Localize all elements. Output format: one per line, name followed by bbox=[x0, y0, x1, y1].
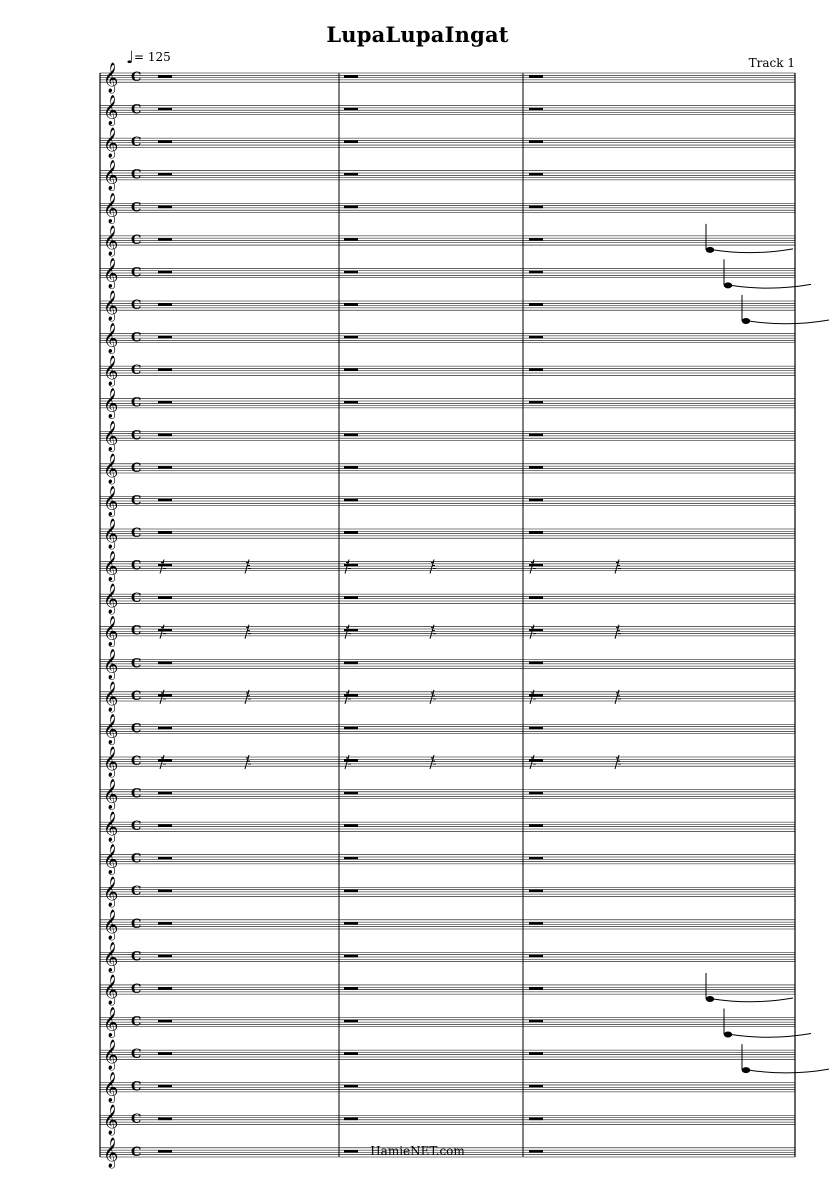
treble-clef-icon: 𝄞 bbox=[103, 844, 119, 875]
treble-clef-icon: 𝄞 bbox=[103, 584, 119, 615]
whole-rest bbox=[529, 1052, 543, 1055]
staff bbox=[100, 95, 795, 127]
treble-clef-icon: 𝄞 bbox=[103, 1040, 119, 1071]
whole-rest bbox=[529, 596, 543, 599]
note-head bbox=[706, 996, 714, 1002]
whole-rest bbox=[529, 857, 543, 860]
time-signature: C bbox=[131, 395, 142, 411]
whole-rest bbox=[344, 206, 358, 209]
whole-rest bbox=[344, 1020, 358, 1023]
whole-rest bbox=[529, 564, 543, 567]
staff bbox=[100, 257, 795, 289]
whole-rest bbox=[344, 531, 358, 534]
whole-rest bbox=[344, 890, 358, 893]
staff bbox=[100, 616, 795, 648]
whole-rest bbox=[529, 531, 543, 534]
time-signature: C bbox=[131, 721, 142, 737]
time-signature: C bbox=[131, 786, 142, 802]
whole-rest bbox=[529, 629, 543, 632]
treble-clef-icon: 𝄞 bbox=[103, 649, 119, 680]
treble-clef-icon: 𝄞 bbox=[103, 942, 119, 973]
staff bbox=[100, 583, 795, 615]
whole-rest bbox=[529, 499, 543, 502]
whole-rest bbox=[344, 466, 358, 469]
whole-rest bbox=[344, 759, 358, 762]
staff bbox=[100, 290, 795, 322]
note-head bbox=[742, 318, 750, 324]
staff bbox=[100, 1104, 795, 1136]
staff bbox=[100, 746, 795, 778]
treble-clef-icon: 𝄞 bbox=[103, 128, 119, 159]
treble-clef-icon: 𝄞 bbox=[103, 95, 119, 126]
whole-rest bbox=[158, 857, 172, 860]
staff bbox=[100, 876, 795, 908]
tie bbox=[731, 284, 811, 288]
time-signature: C bbox=[131, 525, 142, 541]
staff bbox=[100, 1007, 795, 1039]
time-signature: C bbox=[131, 493, 142, 509]
whole-rest bbox=[344, 922, 358, 925]
staff bbox=[100, 62, 795, 94]
treble-clef-icon: 𝄞 bbox=[103, 518, 119, 549]
whole-rest bbox=[529, 792, 543, 795]
whole-rest bbox=[158, 434, 172, 437]
staff bbox=[100, 160, 795, 192]
whole-rest bbox=[529, 727, 543, 730]
treble-clef-icon: 𝄞 bbox=[103, 1137, 119, 1168]
whole-rest bbox=[158, 727, 172, 730]
treble-clef-icon: 𝄞 bbox=[103, 193, 119, 224]
staff bbox=[100, 779, 795, 811]
whole-rest bbox=[344, 140, 358, 143]
note-head bbox=[742, 1067, 750, 1073]
treble-clef-icon: 𝄞 bbox=[103, 877, 119, 908]
time-signature: C bbox=[131, 949, 142, 965]
whole-rest bbox=[529, 759, 543, 762]
treble-clef-icon: 𝄞 bbox=[103, 974, 119, 1005]
whole-rest bbox=[529, 206, 543, 209]
time-signature: C bbox=[131, 656, 142, 672]
whole-rest bbox=[344, 271, 358, 274]
whole-rest bbox=[158, 531, 172, 534]
whole-rest bbox=[158, 890, 172, 893]
whole-rest bbox=[158, 1085, 172, 1088]
whole-rest bbox=[158, 922, 172, 925]
treble-clef-icon: 𝄞 bbox=[103, 486, 119, 517]
whole-rest bbox=[529, 1118, 543, 1121]
note-head bbox=[706, 247, 714, 253]
time-signature: C bbox=[131, 623, 142, 639]
tie bbox=[749, 320, 829, 324]
whole-rest bbox=[344, 108, 358, 111]
whole-rest bbox=[529, 336, 543, 339]
whole-rest bbox=[158, 75, 172, 78]
whole-rest bbox=[529, 173, 543, 176]
treble-clef-icon: 𝄞 bbox=[103, 1072, 119, 1103]
time-signature: C bbox=[131, 1144, 142, 1160]
treble-clef-icon: 𝄞 bbox=[103, 356, 119, 387]
treble-clef-icon: 𝄞 bbox=[103, 290, 119, 321]
tie bbox=[731, 1034, 811, 1038]
treble-clef-icon: 𝄞 bbox=[103, 909, 119, 940]
treble-clef-icon: 𝄞 bbox=[103, 421, 119, 452]
treble-clef-icon: 𝄞 bbox=[103, 1007, 119, 1038]
time-signature: C bbox=[131, 1014, 142, 1030]
staff bbox=[100, 941, 795, 973]
whole-rest bbox=[158, 238, 172, 241]
staff bbox=[100, 127, 795, 159]
time-signature: C bbox=[131, 591, 142, 607]
whole-rest bbox=[529, 955, 543, 958]
staff bbox=[100, 225, 795, 257]
whole-rest bbox=[158, 987, 172, 990]
whole-rest bbox=[529, 824, 543, 827]
treble-clef-icon: 𝄞 bbox=[103, 388, 119, 419]
whole-rest bbox=[158, 401, 172, 404]
time-signature: C bbox=[131, 330, 142, 346]
whole-rest bbox=[529, 271, 543, 274]
whole-rest bbox=[344, 75, 358, 78]
staff bbox=[100, 648, 795, 680]
time-signature: C bbox=[131, 1079, 142, 1095]
whole-rest bbox=[344, 336, 358, 339]
note-head bbox=[724, 1032, 732, 1038]
whole-rest bbox=[158, 368, 172, 371]
whole-rest bbox=[529, 140, 543, 143]
treble-clef-icon: 𝄞 bbox=[103, 681, 119, 712]
whole-rest bbox=[158, 1020, 172, 1023]
staff bbox=[100, 713, 795, 745]
staff bbox=[100, 974, 795, 1006]
tie bbox=[713, 998, 793, 1002]
staff bbox=[100, 844, 795, 876]
time-signature: C bbox=[131, 70, 142, 85]
time-signature: C bbox=[131, 1047, 142, 1063]
whole-rest bbox=[158, 466, 172, 469]
whole-rest bbox=[344, 987, 358, 990]
whole-rest bbox=[344, 857, 358, 860]
tie bbox=[749, 1069, 829, 1073]
whole-rest bbox=[529, 694, 543, 697]
time-signature: C bbox=[131, 884, 142, 900]
whole-rest bbox=[529, 303, 543, 306]
staff bbox=[100, 323, 795, 355]
time-signature: C bbox=[131, 916, 142, 932]
whole-rest bbox=[158, 173, 172, 176]
staff bbox=[100, 551, 795, 583]
treble-clef-icon: 𝄞 bbox=[103, 812, 119, 843]
time-signature: C bbox=[131, 460, 142, 476]
treble-clef-icon: 𝄞 bbox=[103, 63, 119, 93]
treble-clef-icon: 𝄞 bbox=[103, 225, 119, 256]
treble-clef-icon: 𝄞 bbox=[103, 160, 119, 191]
treble-clef-icon: 𝄞 bbox=[103, 453, 119, 484]
whole-rest bbox=[344, 1118, 358, 1121]
whole-rest bbox=[529, 434, 543, 437]
whole-rest bbox=[529, 1085, 543, 1088]
treble-clef-icon: 𝄞 bbox=[103, 323, 119, 354]
whole-rest bbox=[158, 140, 172, 143]
whole-rest bbox=[529, 466, 543, 469]
time-signature: C bbox=[131, 428, 142, 444]
whole-rest bbox=[344, 564, 358, 567]
whole-rest bbox=[344, 824, 358, 827]
whole-rest bbox=[158, 955, 172, 958]
staff bbox=[100, 1072, 795, 1104]
whole-rest bbox=[344, 434, 358, 437]
staff bbox=[100, 1039, 795, 1071]
whole-rest bbox=[158, 596, 172, 599]
staff bbox=[100, 355, 795, 387]
time-signature: C bbox=[131, 753, 142, 769]
whole-rest bbox=[344, 727, 358, 730]
time-signature: C bbox=[131, 265, 142, 281]
tempo-value: = 125 bbox=[134, 50, 171, 64]
staff bbox=[100, 453, 795, 485]
whole-rest bbox=[158, 336, 172, 339]
whole-rest bbox=[158, 824, 172, 827]
whole-rest bbox=[344, 1052, 358, 1055]
whole-rest bbox=[344, 662, 358, 665]
whole-rest bbox=[344, 955, 358, 958]
time-signature: C bbox=[131, 200, 142, 216]
time-signature: C bbox=[131, 363, 142, 379]
staff bbox=[100, 811, 795, 843]
whole-rest bbox=[529, 662, 543, 665]
treble-clef-icon: 𝄞 bbox=[103, 714, 119, 745]
time-signature: C bbox=[131, 688, 142, 704]
staff bbox=[100, 681, 795, 713]
time-signature: C bbox=[131, 851, 142, 867]
whole-rest bbox=[344, 238, 358, 241]
whole-rest bbox=[529, 368, 543, 371]
whole-rest bbox=[158, 206, 172, 209]
staff bbox=[100, 192, 795, 224]
staff bbox=[100, 388, 795, 420]
score-title: LupaLupaIngat bbox=[326, 22, 509, 47]
treble-clef-icon: 𝄞 bbox=[103, 1105, 119, 1136]
note-head bbox=[724, 282, 732, 288]
whole-rest bbox=[158, 792, 172, 795]
whole-rest bbox=[344, 303, 358, 306]
whole-rest bbox=[158, 1052, 172, 1055]
whole-rest bbox=[529, 238, 543, 241]
time-signature: C bbox=[131, 819, 142, 835]
whole-rest bbox=[529, 922, 543, 925]
whole-rest bbox=[344, 368, 358, 371]
time-signature: C bbox=[131, 167, 142, 183]
whole-rest bbox=[529, 987, 543, 990]
whole-rest bbox=[529, 1020, 543, 1023]
treble-clef-icon: 𝄞 bbox=[103, 746, 119, 777]
staff bbox=[100, 485, 795, 517]
whole-rest bbox=[158, 271, 172, 274]
whole-rest bbox=[158, 108, 172, 111]
time-signature: C bbox=[131, 297, 142, 313]
treble-clef-icon: 𝄞 bbox=[103, 258, 119, 289]
footer-credit: HamieNET.com bbox=[370, 1144, 465, 1158]
whole-rest bbox=[344, 1085, 358, 1088]
whole-rest bbox=[344, 596, 358, 599]
whole-rest bbox=[529, 108, 543, 111]
time-signature: C bbox=[131, 558, 142, 574]
staff bbox=[100, 518, 795, 550]
time-signature: C bbox=[131, 135, 142, 151]
time-signature: C bbox=[131, 102, 142, 118]
whole-rest bbox=[344, 499, 358, 502]
quarter-note-icon: ♩ bbox=[126, 48, 135, 68]
whole-rest bbox=[344, 792, 358, 795]
track-label: Track 1 bbox=[748, 56, 795, 70]
time-signature: C bbox=[131, 232, 142, 248]
time-signature: C bbox=[131, 981, 142, 997]
whole-rest bbox=[158, 1118, 172, 1121]
staff bbox=[100, 420, 795, 452]
treble-clef-icon: 𝄞 bbox=[103, 616, 119, 647]
tie bbox=[713, 249, 793, 253]
treble-clef-icon: 𝄞 bbox=[103, 779, 119, 810]
whole-rest bbox=[529, 890, 543, 893]
whole-rest bbox=[529, 75, 543, 78]
whole-rest bbox=[158, 499, 172, 502]
whole-rest bbox=[529, 401, 543, 404]
treble-clef-icon: 𝄞 bbox=[103, 551, 119, 582]
whole-rest bbox=[344, 401, 358, 404]
whole-rest bbox=[344, 173, 358, 176]
whole-rest bbox=[344, 629, 358, 632]
whole-rest bbox=[158, 303, 172, 306]
time-signature: C bbox=[131, 1112, 142, 1128]
staff bbox=[100, 909, 795, 941]
whole-rest bbox=[344, 694, 358, 697]
whole-rest bbox=[158, 662, 172, 665]
